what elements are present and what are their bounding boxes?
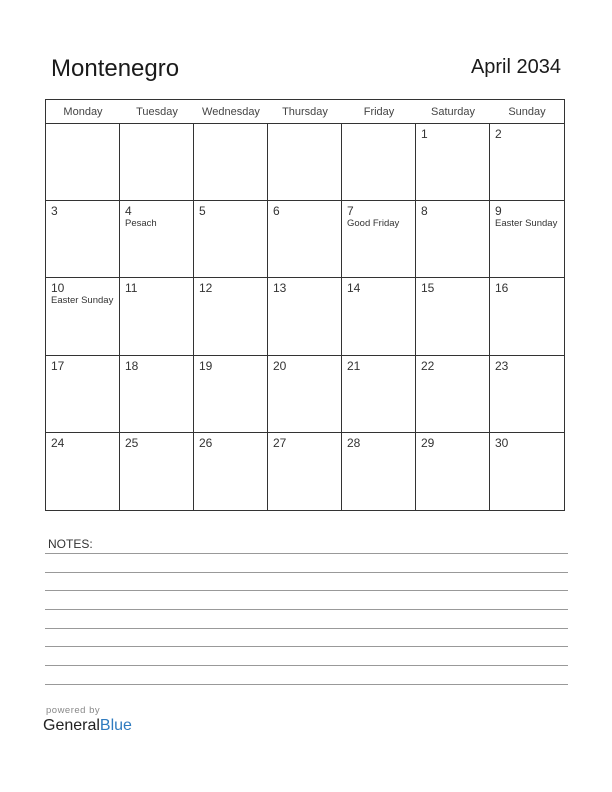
day-cell xyxy=(268,278,342,355)
weekday-header-friday: Friday xyxy=(342,100,416,124)
day-number: 5 xyxy=(199,204,206,219)
day-cell xyxy=(416,124,490,201)
day-cell xyxy=(490,356,564,433)
day-cell xyxy=(120,433,194,510)
day-cell xyxy=(120,356,194,433)
day-cell xyxy=(268,124,342,201)
day-cell xyxy=(490,124,564,201)
day-number: 21 xyxy=(347,358,361,373)
day-cell xyxy=(490,278,564,355)
day-cell xyxy=(194,124,268,201)
day-cell xyxy=(342,278,416,355)
day-cell xyxy=(268,201,342,278)
weekday-header-tuesday: Tuesday xyxy=(120,100,194,124)
weekday-header-sunday: Sunday xyxy=(490,100,564,124)
day-cell xyxy=(46,201,120,278)
day-number: 6 xyxy=(273,204,280,219)
day-number: 29 xyxy=(421,435,435,450)
weekday-header-saturday: Saturday xyxy=(416,100,490,124)
day-number: 14 xyxy=(347,281,361,296)
day-cell xyxy=(46,124,120,201)
day-cell xyxy=(120,124,194,201)
day-number: 12 xyxy=(199,281,213,296)
month-title: April 2034 xyxy=(470,56,561,78)
day-cell xyxy=(342,124,416,201)
note-line xyxy=(45,628,568,629)
holiday-label: Easter Sunday xyxy=(51,295,114,307)
brand-general-text: General xyxy=(43,717,100,734)
note-line xyxy=(45,553,568,554)
day-number: 8 xyxy=(421,204,428,219)
day-cell xyxy=(342,433,416,510)
day-number: 25 xyxy=(125,435,139,450)
day-number: 3 xyxy=(51,204,58,219)
day-number: 19 xyxy=(199,358,213,373)
country-title: Montenegro xyxy=(51,55,180,82)
holiday-label: Easter Sunday xyxy=(495,218,558,230)
day-number: 13 xyxy=(273,281,287,296)
day-cell xyxy=(120,201,194,278)
day-cell xyxy=(120,278,194,355)
powered-by-text: powered by xyxy=(46,705,101,716)
day-cell xyxy=(416,201,490,278)
day-cell xyxy=(490,201,564,278)
day-cell xyxy=(194,433,268,510)
note-line xyxy=(45,609,568,610)
day-number: 20 xyxy=(273,358,287,373)
day-cell xyxy=(416,433,490,510)
day-number: 1 xyxy=(421,127,428,141)
day-number: 16 xyxy=(495,281,509,296)
day-cell xyxy=(268,433,342,510)
day-number: 2 xyxy=(495,127,502,141)
day-cell xyxy=(416,278,490,355)
notes-label: NOTES: xyxy=(48,537,93,551)
note-line xyxy=(45,684,568,685)
generalblue-logo[interactable] xyxy=(43,717,132,735)
day-cell xyxy=(46,433,120,510)
day-number: 22 xyxy=(421,358,435,373)
weekday-header-thursday: Thursday xyxy=(268,100,342,124)
holiday-label: Pesach xyxy=(125,218,157,230)
day-number: 30 xyxy=(495,435,509,450)
day-cell xyxy=(268,356,342,433)
day-number: 9 xyxy=(495,204,502,219)
weekday-header-wednesday: Wednesday xyxy=(194,100,268,124)
note-line xyxy=(45,572,568,573)
weekday-header-monday: Monday xyxy=(46,100,120,124)
day-cell xyxy=(416,356,490,433)
note-line xyxy=(45,590,568,591)
day-number: 26 xyxy=(199,435,213,450)
note-line xyxy=(45,665,568,666)
brand-blue-text: Blue xyxy=(99,717,132,734)
day-number: 28 xyxy=(347,435,361,450)
note-line xyxy=(45,646,568,647)
day-number: 23 xyxy=(495,358,509,373)
day-number: 7 xyxy=(347,204,354,219)
day-number: 17 xyxy=(51,358,65,373)
day-cell xyxy=(342,201,416,278)
holiday-label: Good Friday xyxy=(347,218,400,230)
day-number: 18 xyxy=(125,358,139,373)
day-cell xyxy=(194,356,268,433)
day-number: 27 xyxy=(273,435,287,450)
day-cell xyxy=(490,433,564,510)
day-cell xyxy=(342,356,416,433)
day-cell xyxy=(194,201,268,278)
day-number: 10 xyxy=(51,281,65,296)
day-number: 4 xyxy=(125,204,132,219)
calendar-grid xyxy=(45,99,565,511)
day-cell xyxy=(194,278,268,355)
day-cell xyxy=(46,356,120,433)
day-number: 15 xyxy=(421,281,435,296)
day-number: 11 xyxy=(125,281,138,296)
day-cell xyxy=(46,278,120,355)
day-number: 24 xyxy=(51,435,65,450)
